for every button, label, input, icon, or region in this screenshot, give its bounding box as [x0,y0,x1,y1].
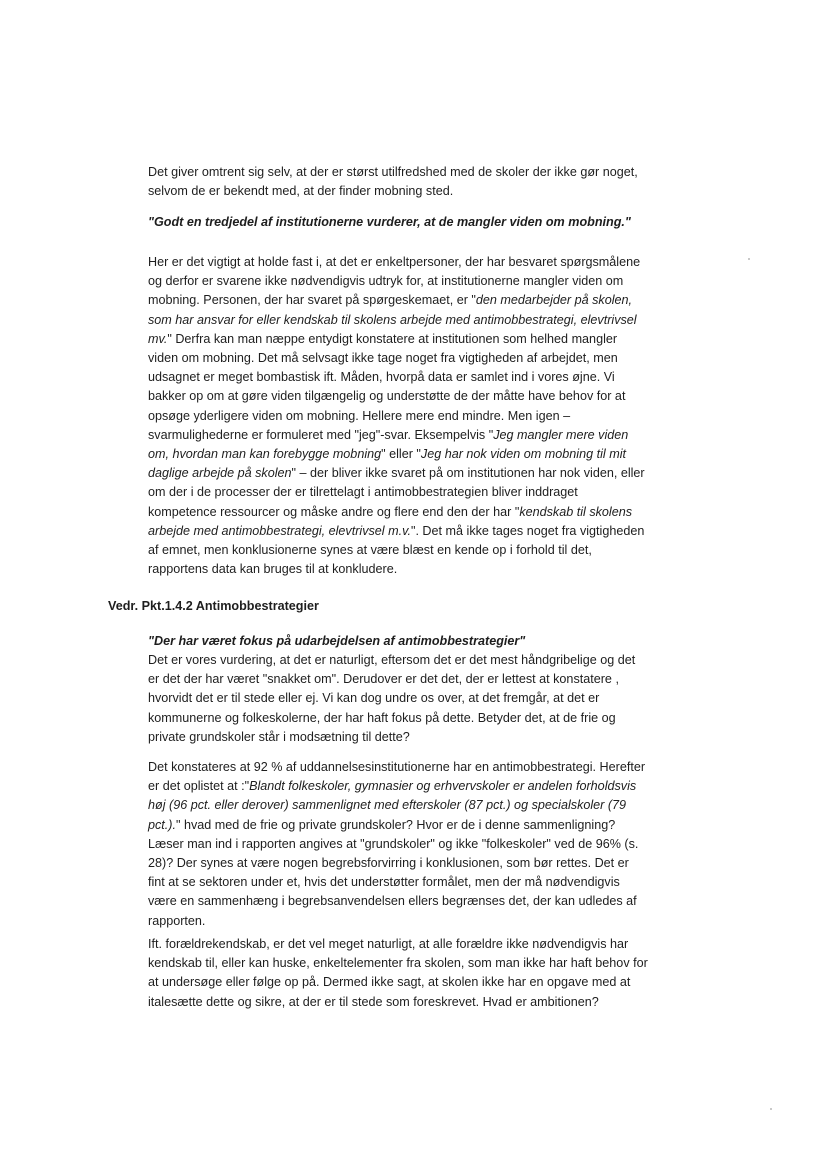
text-run: " Derfra kan man næppe entydigt konstatere at institutionen som helhed mangler viden om mobning. Det må selvsagt ikke tage noget fra vigtigheden af arbejdet, men udsagnet er meget bombastisk ift. Måden, hvorpå data er samlet ind i vores øjne. Vi bakker op om at gøre viden tilgængelig og understøtte de der måtte have behov for at opsøge yderligere viden om mobning. Hellere mere end mindre. Men igen – svarmulighederne er formuleret med "jeg"-svar. Eksempelvis " [148,331,626,442]
text-run: " eller " [381,447,421,462]
italic-run: Jeg har nok viden om mobning til mit daglige arbejde på skolen [148,447,626,481]
italic-run: kendskab til skolens arbejde med antimobbestrategi, elevtrivsel m.v. [148,504,633,538]
quote-viden-om-mobning: "Godt en tredjedel af institutionerne vurderer, at de mangler viden om mobning." [148,215,631,229]
section-heading: Vedr. Pkt.1.4.2 Antimobbestrategier [108,599,319,613]
text-run: " hvad med de frie og private grundskoler? Hvor er de i denne sammenligning? Læser man ind i rapporten angives at "grundskoler" og ikke "folkeskoler" ved de 96% (s. 28)? Der synes at være nogen begrebsforvirring i konklusionen, som bør rettes. Det er fint at se sektoren under et, hvis det understøtter formålet, men der må nødvendigvis være en sammenhæng i begrebsanvendelsen ellers begrænses det, der kan udledes af rapporten. [148,817,639,928]
text-run: ". Det må ikke tages noget fra vigtigheden af emnet, men konklusionerne synes at være blæst en kende op i forhold til det, rapportens data kan bruges til at konkludere. [148,523,645,577]
italic-run: Blandt folkeskoler, gymnasier og erhvervskoler er andelen forholdsvis høj (96 pct. eller derover) sammenlignet med efterskoler (87 pct.) og specialskoler (79 pct.). [148,779,637,832]
italic-run: Jeg mangler mere viden om, hvordan man kan forebygge mobning [148,427,629,462]
paragraph-intro: Det giver omtrent sig selv, at der er størst utilfredshed med de skoler der ikke gør noget, selvom de er bekendt med, at der finder mobning sted. [148,165,638,199]
quote-fokus-antimobbestrategier: "Der har været fokus på udarbejdelsen af antimobbestrategier" [148,634,526,648]
paragraph-vurdering: Det er vores vurdering, at det er naturligt, eftersom det er det mest håndgribelige og det er det der har været "snakket om". Derudover er det det, der er lettest at konstatere , hvorvidt det er til stede eller ej. Vi kan dog undre os over, at det fremgår, at det er kommunerne og folkeskolerne, der har haft fokus på dette. Betyder det, at de frie og private grundskoler står i modsætning til dette? [148,653,636,744]
paragraph-92-procent [148,758,648,931]
text-run: Det konstateres at 92 % af uddannelsesinstitutionerne har en antimobbestrategi. Herefter er det oplistet at :" [148,760,646,794]
text-run: " – der bliver ikke svaret på om institutionen har nok viden, eller om der i de processer der er tilrettelagt i antimobbestrategien bliver inddraget kompetence ressourcer og måske andre og flere end den der har " [148,466,645,519]
italic-run: den medarbejder på skolen, som har ansvar for eller kendskab til skolens arbejde med antimobbestrategi, elevtrivsel mv. [148,293,637,346]
paragraph-foraeldrekendskab: Ift. forældrekendskab, er det vel meget naturligt, at alle forældre ikke nødvendigvis har kendskab til, eller kan huske, enkeltelementer fra skolen, som man ikke har haft behov for at undersøge eller følge op på. Dermed ikke sagt, at skolen ikke har en opgave med at italesætte dette og sikre, at der er til stede som foreskrevet. Hvad er ambitionen? [148,937,648,1009]
scan-speck [770,1108,772,1110]
paragraph-enkeltpersoner [148,253,648,579]
text-run: Her er det vigtigt at holde fast i, at det er enkeltpersoner, der har besvaret spørgsmålene og derfor er svarene ikke nødvendigvis udtryk for, at institutionerne mangler viden om mobning. Personen, der har svaret på spørgeskemaet, er " [148,255,641,308]
scan-speck [748,258,750,260]
